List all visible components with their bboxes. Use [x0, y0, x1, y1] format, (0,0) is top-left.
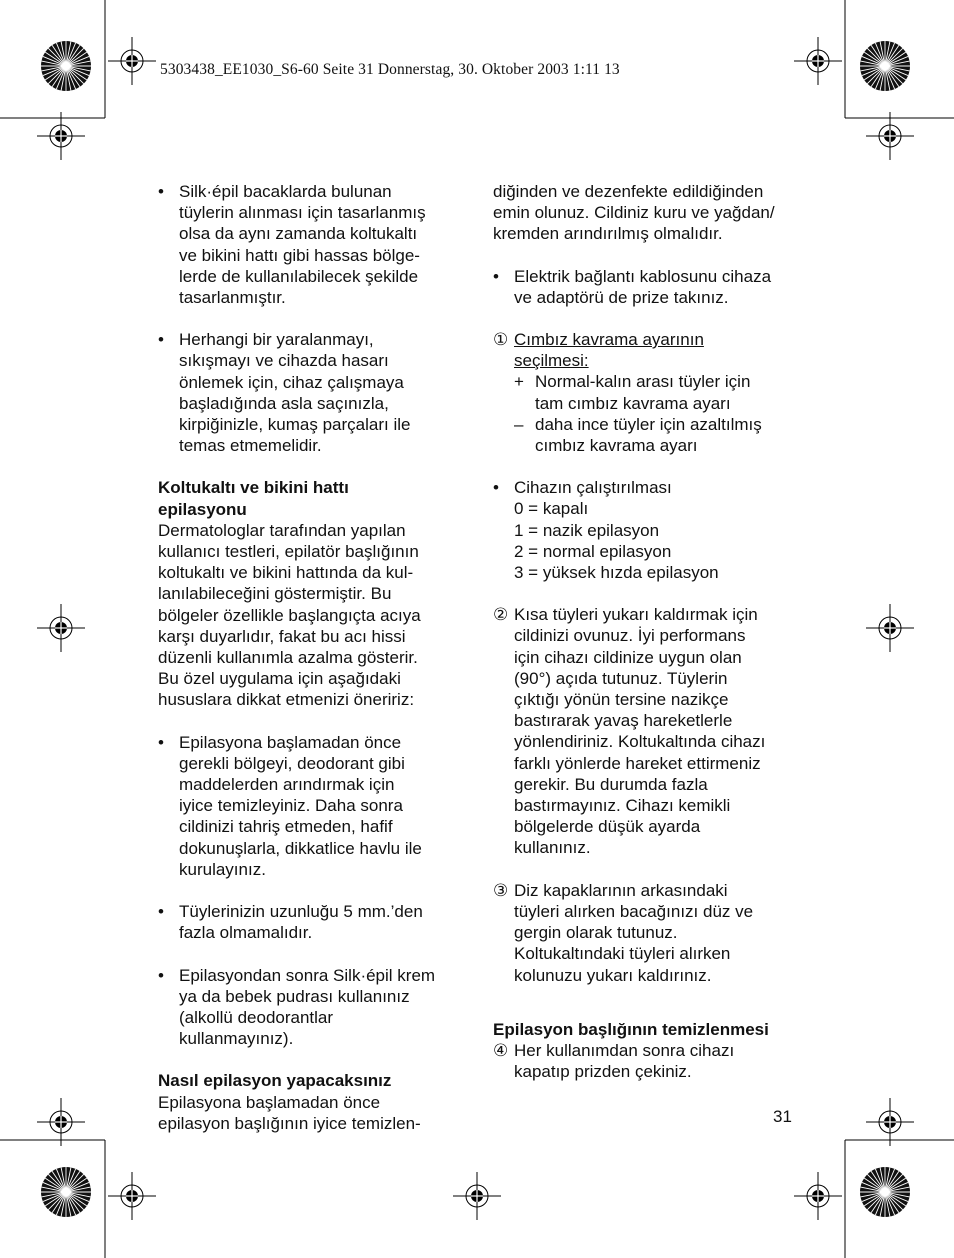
text-line: Cihazın çalıştırılması: [514, 478, 672, 498]
text-line: temas etmemelidir.: [179, 436, 322, 456]
text-line: düzenli kullanımla azalma gösterir.: [158, 648, 418, 668]
text-line: iyice temizleyiniz. Daha sonra: [179, 796, 403, 816]
bullet-mark: •: [158, 182, 164, 201]
text-line: gergin olarak tutunuz.: [514, 923, 678, 943]
sub-item-minus: [514, 414, 798, 456]
text-line: epilasyon başlığının iyice temizlen-: [158, 1113, 421, 1133]
right-column: [493, 181, 798, 1082]
text-line: Diz kapaklarının arkasındaki: [514, 880, 728, 900]
text-line: tam cımbız kavrama ayarı: [535, 393, 731, 413]
text-line: kolunuzu yukarı kaldırınız.: [514, 965, 712, 985]
bullet-item: [158, 901, 458, 943]
text-line: Tüylerinizin uzunluğu 5 mm.’den: [179, 902, 423, 922]
paragraph: [158, 520, 458, 711]
heading-line: Epilasyon başlığının temizlenmesi: [493, 1019, 769, 1039]
text-line: önlemek için, cihaz çalışmaya: [179, 372, 404, 392]
bullet-item: [493, 477, 798, 583]
text-line: fazla olmamalıdır.: [179, 923, 313, 943]
step-number-icon: ①: [493, 330, 509, 350]
text-line: tasarlanmıştır.: [179, 288, 286, 308]
step-4: [493, 1040, 798, 1082]
text-line: farklı yönlerde hareket ettirmeniz: [514, 753, 761, 773]
bullet-mark: •: [158, 732, 164, 752]
text-line: kullanınız.: [514, 838, 591, 858]
text-line: sıkışmayı ve cihazda hasarı: [179, 351, 389, 371]
bullet-item: [158, 732, 458, 880]
text-line: için cihazı cildinize uygun olan: [514, 647, 742, 667]
text-line: ya da bebek pudrası kullanınız: [179, 986, 410, 1006]
text-line: yönlendiriniz. Koltukaltında cihazı: [514, 732, 766, 752]
paragraph: [493, 181, 798, 245]
text-line: Elektrik bağlantı kablosunu cihaza: [514, 266, 772, 286]
page-number: 31: [773, 1107, 792, 1126]
step-2: [493, 604, 798, 858]
heading-line: epilasyonu: [158, 499, 247, 519]
bullet-mark: •: [158, 330, 164, 350]
sub-item-plus: [514, 371, 798, 413]
text-line: lerde de kullanılabilecek şekilde: [179, 266, 419, 286]
text-line: gerekir. Bu durumda fazla: [514, 774, 708, 794]
text-line: kullanıcı testleri, epilatör başlığının: [158, 542, 419, 562]
step-number-icon: ④: [493, 1040, 509, 1060]
text-line: lanılabileceğini göstermiştir. Bu: [158, 584, 392, 604]
section-heading: [493, 1019, 798, 1040]
text-line: Dermatologlar tarafından yapılan: [158, 520, 406, 540]
text-line: Normal-kalın arası tüyler için: [535, 372, 751, 392]
text-line: hususlara dikkat etmenizi öneririz:: [158, 690, 415, 710]
text-line: olsa da aynı zamanda koltukaltı: [179, 224, 418, 244]
step-1: [493, 329, 798, 456]
bullet-mark: •: [158, 965, 164, 985]
text-line: Kısa tüyleri yukarı kaldırmak için: [514, 605, 758, 625]
text-line: Epilasyona başlamadan önce: [179, 732, 402, 752]
bullet-item: [158, 329, 458, 456]
text-line: kapatıp prizden çekiniz.: [514, 1062, 692, 1082]
text-line: bastırmayınız. Cihazı kemikli: [514, 796, 731, 816]
text-line: Epilasyona başlamadan önce: [158, 1092, 381, 1112]
text-line: kirpiğinizle, kumaş parçaları ile: [179, 415, 411, 435]
text-line: tüylerin alınması için tasarlanmış: [179, 203, 426, 223]
text-line: bastırarak yavaş hareketlerle: [514, 711, 733, 731]
paragraph: [158, 1092, 458, 1134]
text-line: dokunuşlarla, dikkatlice havlu ile: [179, 838, 422, 858]
text-line: Silk·épil bacaklarda bulunan: [179, 182, 392, 201]
bullet-item: [158, 965, 458, 1050]
text-line: 0 = kapalı: [514, 499, 589, 519]
heading-line: Nasıl epilasyon yapacaksınız: [158, 1071, 392, 1091]
text-line: cildinizi tahriş etmeden, hafif: [179, 817, 393, 837]
bullet-mark: •: [158, 902, 164, 922]
text-line: Bu özel uygulama için aşağıdaki: [158, 669, 401, 689]
bullet-item: [158, 181, 458, 308]
plus-sign: +: [514, 372, 524, 392]
step-title-line: seçilmesi:: [514, 351, 589, 371]
text-line: gerekli bölgeyi, deodorant gibi: [179, 753, 405, 773]
bullet-item: [493, 266, 798, 308]
text-line: daha ince tüyler için azaltılmış: [535, 414, 762, 434]
text-line: 3 = yüksek hızda epilasyon: [514, 563, 719, 583]
text-line: koltukaltı ve bikini hattında da kul-: [158, 563, 414, 583]
bullet-mark: •: [493, 478, 499, 498]
text-line: diğinden ve dezenfekte edildiğinden: [493, 182, 764, 201]
section-heading: [158, 1070, 458, 1091]
text-line: karşı duyarlıdır, fakat bu acı hissi: [158, 626, 406, 646]
text-line: (90°) açıda tutunuz. Tüylerin: [514, 668, 728, 688]
step-3: [493, 880, 798, 986]
text-line: Epilasyondan sonra Silk·épil krem: [179, 965, 436, 985]
text-line: (alkollü deodorantlar: [179, 1007, 334, 1027]
text-line: bölgelerde düşük ayarda: [514, 817, 701, 837]
text-line: 1 = nazik epilasyon: [514, 520, 660, 540]
text-line: ve adaptörü de prize takınız.: [514, 287, 729, 307]
heading-line: Koltukaltı ve bikini hattı: [158, 478, 349, 498]
text-line: bölgeler özellikle başlangıçta acıya: [158, 605, 421, 625]
section-heading: [158, 477, 458, 519]
text-line: Her kullanımdan sonra cihazı: [514, 1040, 735, 1060]
minus-sign: –: [514, 414, 524, 434]
text-line: emin olunuz. Cildiniz kuru ve yağdan/: [493, 203, 775, 223]
text-line: cımbız kavrama ayarı: [535, 436, 698, 456]
step-number-icon: ③: [493, 880, 509, 900]
text-line: maddelerden arındırmak için: [179, 775, 395, 795]
text-line: cildinizi ovunuz. İyi performans: [514, 626, 746, 646]
text-line: başladığında asla saçınızla,: [179, 393, 389, 413]
text-line: 2 = normal epilasyon: [514, 541, 672, 561]
text-line: ve bikini hattı gibi hassas bölge-: [179, 245, 420, 265]
bullet-mark: •: [493, 266, 499, 286]
text-line: kremden arındırılmış olmalıdır.: [493, 224, 723, 244]
text-line: Koltukaltındaki tüyleri alırken: [514, 944, 731, 964]
text-line: çıktığı yönün tersine nazikçe: [514, 690, 729, 710]
step-title-line: Cımbız kavrama ayarının: [514, 330, 704, 350]
text-line: Herhangi bir yaralanmayı,: [179, 330, 374, 350]
text-line: kurulayınız.: [179, 859, 266, 879]
text-line: tüyleri alırken bacağınızı düz ve: [514, 901, 754, 921]
text-line: kullanmayınız).: [179, 1029, 294, 1049]
step-number-icon: ②: [493, 605, 509, 625]
print-slug-header: 5303438_EE1030_S6-60 Seite 31 Donnerstag, 30. Oktober 2003 1:11 13: [160, 61, 620, 78]
left-column: [158, 181, 458, 1134]
